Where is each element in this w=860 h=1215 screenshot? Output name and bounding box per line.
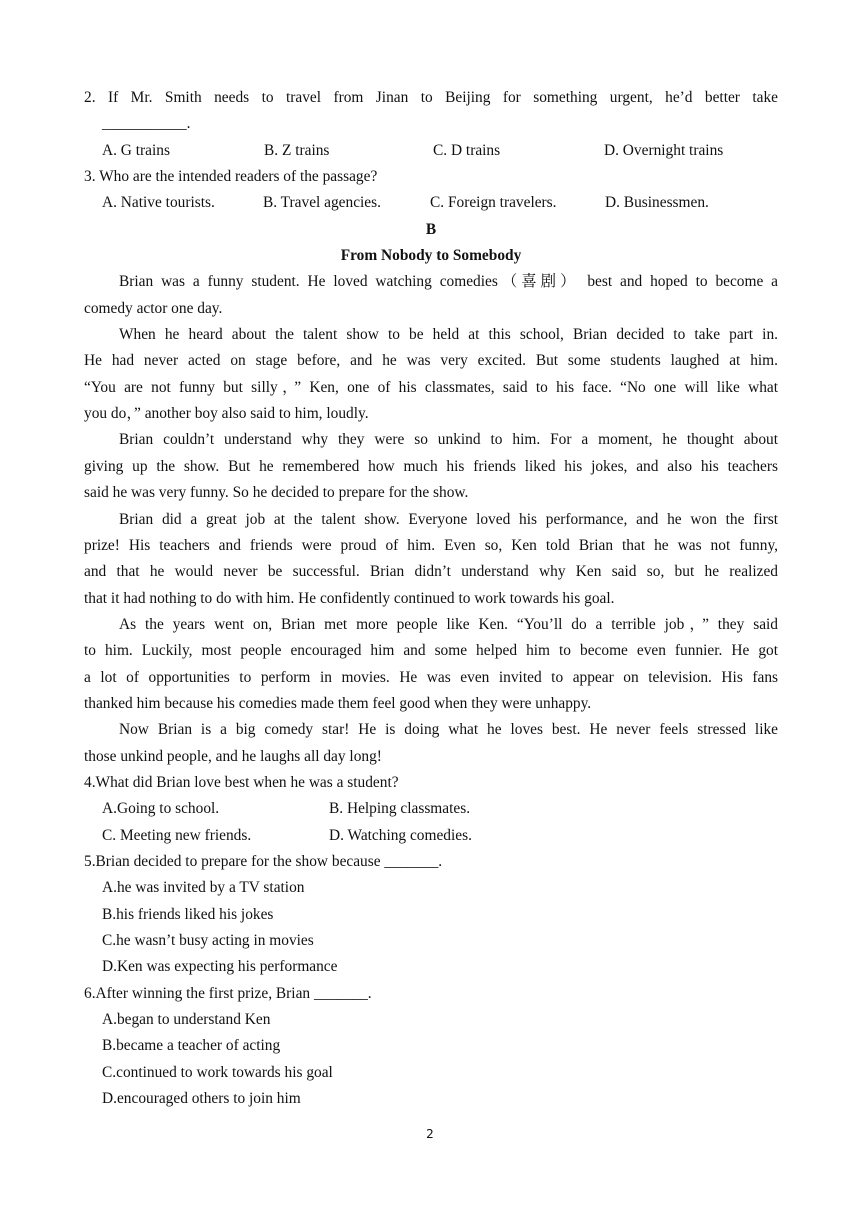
q3-option-c: C. Foreign travelers.	[430, 194, 557, 212]
passage-line: and that he would never be successful. Brian didn’t understand why Ken said so, but he realized	[84, 563, 778, 581]
worksheet-page	[84, 85, 778, 1112]
q3-option-a: A. Native tourists.	[102, 194, 215, 212]
passage-paragraph	[84, 717, 778, 770]
passage-paragraph	[84, 507, 778, 612]
q4-stem: 4.What did Brian love best when he was a student?	[84, 773, 399, 791]
passage-line: a lot of opportunities to perform in movies. He was even invited to appear on television. His fans	[84, 668, 778, 686]
q5-option-b: B.his friends liked his jokes	[102, 905, 274, 923]
q4-option-d: D. Watching comedies.	[329, 826, 472, 844]
passage-line: thanked him because his comedies made them feel good when they were unhappy.	[84, 694, 592, 712]
q2-option-b: B. Z trains	[264, 141, 330, 159]
q4-option-c: C. Meeting new friends.	[102, 826, 252, 844]
q5-option-d: D.Ken was expecting his performance	[102, 958, 338, 976]
passage-line: When he heard about the talent show to be held at this school, Brian decided to take part in.	[119, 326, 778, 344]
passage-line: As the years went on, Brian met more people like Ken. “You’ll do a terrible job，” they said	[119, 615, 778, 633]
passage-line: comedy actor one day.	[84, 299, 223, 317]
q5-option-c: C.he wasn’t busy acting in movies	[102, 932, 314, 949]
q4-option-a: A.Going to school.	[102, 800, 220, 818]
passage-line: said he was very funny. So he decided to prepare for the show.	[84, 484, 469, 502]
passage-line: that it had nothing to do with him. He confidently continued to work towards his goal.	[84, 589, 615, 607]
q3-option-b: B. Travel agencies.	[263, 194, 381, 212]
passage-line: He had never acted on stage before, and he was very excited. But some students laughed at him.	[84, 352, 778, 370]
q6-stem: 6.After winning the first prize, Brian _______.	[84, 984, 372, 1002]
passage-title: From Nobody to Somebody	[340, 247, 522, 265]
passage-line: Brian did a great job at the talent show. Everyone loved his performance, and he won the first	[119, 510, 778, 528]
passage-paragraph	[84, 322, 778, 427]
q6-option-c: C.continued to work towards his goal	[102, 1063, 333, 1081]
q4-options-row-1	[84, 796, 778, 822]
passage-paragraph	[84, 427, 778, 506]
page-number: 2	[426, 1127, 434, 1141]
q5-stem: 5.Brian decided to prepare for the show because _______.	[84, 852, 443, 870]
q3-stem: 3. Who are the intended readers of the passage?	[84, 168, 378, 186]
passage-line: prize! His teachers and friends were proud of him. Even so, Ken told Brian that he was not funny,	[84, 536, 778, 554]
passage-line: Brian was a funny student. He loved watching comedies（喜剧） best and hoped to become a	[119, 273, 778, 291]
q2-blank: ___________.	[102, 115, 191, 133]
q4-options-row-2	[84, 823, 778, 849]
q2-option-a: A. G trains	[102, 141, 170, 159]
q4-option-b: B. Helping classmates.	[329, 800, 471, 818]
passage-line: Brian couldn’t understand why they were so unkind to him. For a moment, he thought about	[119, 431, 778, 449]
passage-line: “You are not funny but silly，” Ken, one of his classmates, said to his face. “No one will like what	[84, 378, 778, 396]
q6-option-b: B.became a teacher of acting	[102, 1037, 281, 1055]
q2-option-d: D. Overnight trains	[604, 141, 724, 159]
passage	[84, 269, 778, 770]
q2-option-c: C. D trains	[433, 141, 501, 159]
q3-options	[84, 190, 778, 216]
q5-option-a: A.he was invited by a TV station	[102, 879, 305, 897]
q6-option-d: D.encouraged others to join him	[102, 1090, 301, 1108]
passage-line: you do，” another boy also said to him, loudly.	[84, 405, 369, 423]
section-letter: B	[425, 220, 437, 238]
q3-option-d: D. Businessmen.	[605, 194, 709, 212]
passage-line: Now Brian is a big comedy star! He is doing what he loves best. He never feels stressed like	[119, 721, 778, 739]
q2-options	[84, 138, 778, 164]
passage-paragraph	[84, 612, 778, 717]
q2-stem: 2. If Mr. Smith needs to travel from Jinan to Beijing for something urgent, he’d better take	[84, 89, 778, 106]
q6-option-a: A.began to understand Ken	[102, 1011, 271, 1029]
passage-line: giving up the show. But he remembered how much his friends liked his jokes, and also his teachers	[84, 457, 778, 475]
passage-paragraph	[84, 269, 778, 322]
passage-line: to him. Luckily, most people encouraged him and some helped him to become even funnier. He got	[84, 642, 778, 660]
passage-line: those unkind people, and he laughs all day long!	[84, 747, 382, 765]
